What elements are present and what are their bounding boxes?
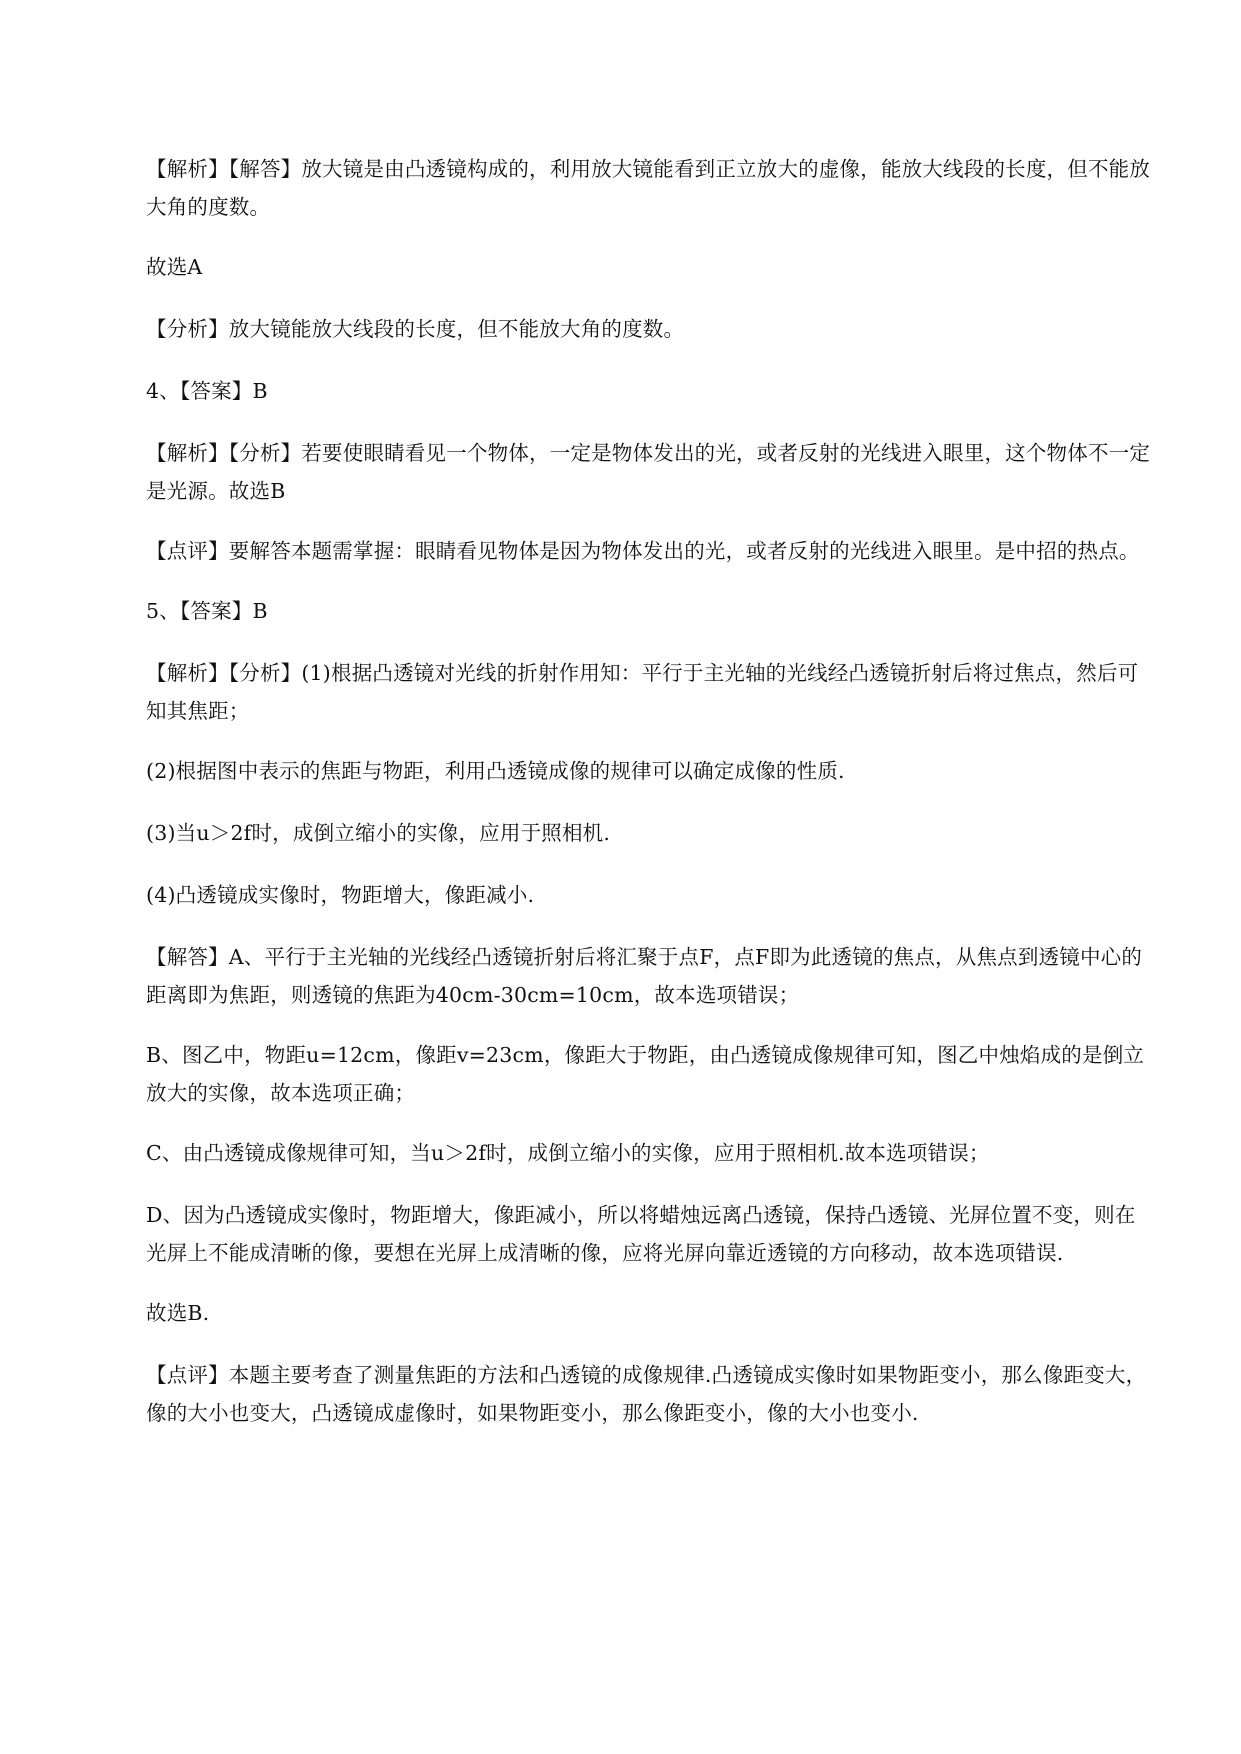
answer-5-analysis-step-3: (3)当u＞2f时，成倒立缩小的实像，应用于照相机. bbox=[146, 821, 611, 845]
answer-4-analysis: 【解析】【分析】若要使眼睛看见一个物体，一定是物体发出的光，或者反射的光线进入眼里，这个物体不一定是光源。故选B bbox=[146, 441, 1151, 503]
answer-5-analysis-step-1: 【解析】【分析】(1)根据凸透镜对光线的折射作用知：平行于主光轴的光线经凸透镜折射后将过焦点，然后可知其焦距； bbox=[146, 661, 1139, 723]
answer-5-solution-a: 【解答】A、平行于主光轴的光线经凸透镜折射后将汇聚于点F，点F即为此透镜的焦点，从焦点到透镜中心的距离即为焦距，则透镜的焦距为40cm-30cm=10cm，故本选项错误； bbox=[146, 945, 1143, 1007]
answer-5-heading: 5、【答案】B bbox=[146, 599, 268, 623]
answer-3-analysis: 【分析】放大镜能放大线段的长度，但不能放大角的度数。 bbox=[146, 317, 685, 341]
answer-5-solution-d: D、因为凸透镜成实像时，物距增大，像距减小，所以将蜡烛远离凸透镜，保持凸透镜、光屏位置不变，则在光屏上不能成清晰的像，要想在光屏上成清晰的像，应将光屏向靠近透镜的方向移动，故本选项错误. bbox=[146, 1203, 1136, 1265]
document-page bbox=[146, 150, 1151, 1454]
answer-5-comment: 【点评】本题主要考查了测量焦距的方法和凸透镜的成像规律.凸透镜成实像时如果物距变小，那么像距变大，像的大小也变大，凸透镜成虚像时，如果物距变小，那么像距变小，像的大小也变小. bbox=[146, 1363, 1147, 1425]
answer-3-choice: 故选A bbox=[146, 255, 203, 279]
answer-5-analysis-step-2: (2)根据图中表示的焦距与物距，利用凸透镜成像的规律可以确定成像的性质. bbox=[146, 759, 845, 783]
answer-4-heading: 4、【答案】B bbox=[146, 379, 268, 403]
answer-5-analysis-step-4: (4)凸透镜成实像时，物距增大，像距减小. bbox=[146, 883, 535, 907]
answer-5-choice: 故选B. bbox=[146, 1301, 210, 1325]
answer-5-solution-c: C、由凸透镜成像规律可知，当u＞2f时，成倒立缩小的实像，应用于照相机.故本选项错误； bbox=[146, 1141, 990, 1165]
answer-5-solution-b: B、图乙中，物距u=12cm，像距v=23cm，像距大于物距，由凸透镜成像规律可知，图乙中烛焰成的是倒立放大的实像，故本选项正确； bbox=[146, 1043, 1145, 1105]
answer-4-comment: 【点评】要解答本题需掌握：眼睛看见物体是因为物体发出的光，或者反射的光线进入眼里。是中招的热点。 bbox=[146, 539, 1140, 563]
answer-3-analysis-solution: 【解析】【解答】放大镜是由凸透镜构成的，利用放大镜能看到正立放大的虚像，能放大线段的长度，但不能放大角的度数。 bbox=[146, 157, 1151, 219]
